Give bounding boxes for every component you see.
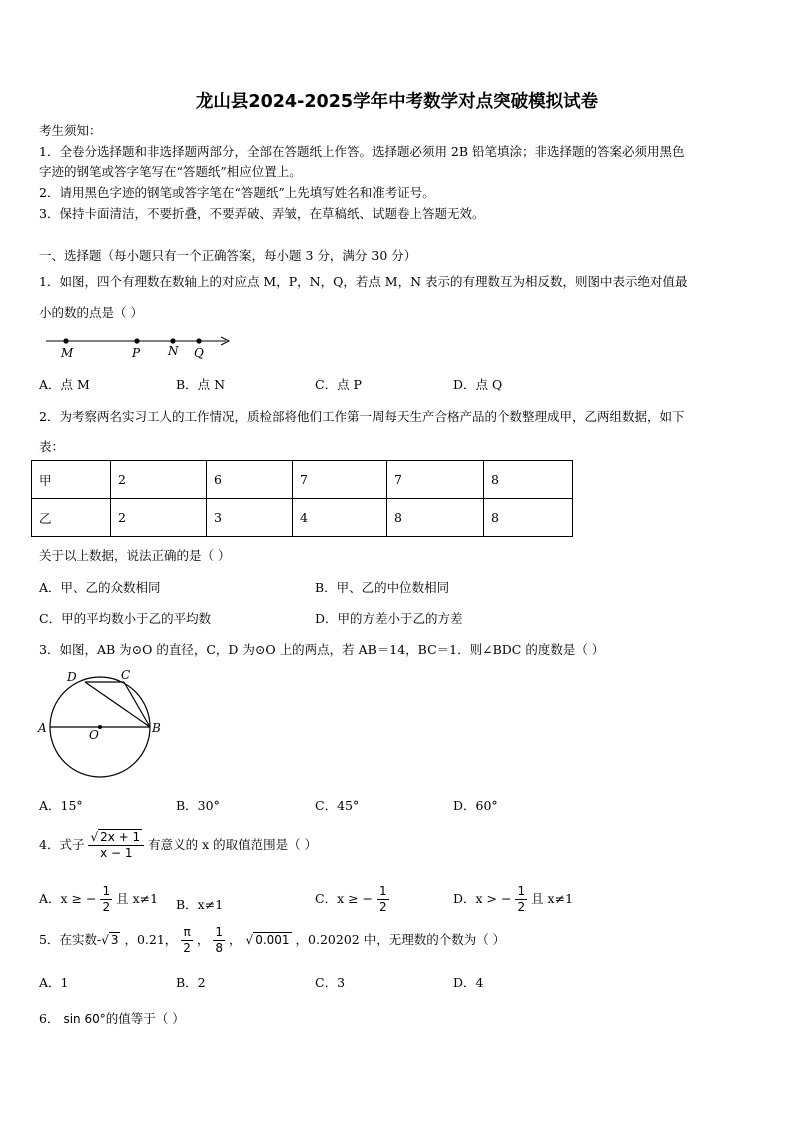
q4-option-a: A．x ≥ − $\frac{1}{2}$ 且 x≠1: [39, 884, 159, 914]
label-a: A: [38, 721, 47, 735]
q3-option-b: B．30°: [176, 798, 220, 813]
q3-option-c: C．45°: [315, 798, 360, 813]
q2-option-b: B．甲、乙的中位数相同: [315, 580, 450, 595]
q5-stem: 5．在实数-√ 3 ，0.21， $\frac{\pi}{2}$ ， $\frac{1}{8}$ ， √ 0.001 ，0.20202 中，无理数的个数为（ ）: [39, 925, 506, 955]
q4-numerator: 2x + 1: [100, 830, 141, 844]
sqrt-value: 0.001: [255, 933, 290, 947]
half-fraction: $\frac{1}{2}$: [379, 884, 387, 914]
notice-item-2: 2．请用黑色字迹的钢笔或答字笔在“答题纸”上先填写姓名和准考证号。: [39, 185, 435, 200]
q3-stem: 3．如图，AB 为⊙O 的直径，C，D 为⊙O 上的两点，若 AB＝14，BC＝1．则∠BDC 的度数是（ ）: [39, 642, 605, 657]
notice-item-1: 1．全卷分选择题和非选择题两部分，全部在答题纸上作答。选择题必须用 2B 铅笔填涂；非选择题的答案必须用黑色: [39, 144, 685, 159]
q4-option-c: C．x ≥ − $\frac{1}{2}$: [315, 884, 387, 914]
q2-stem: 2．为考察两名实习工人的工作情况，质检部将他们工作第一周每天生产合格产品的个数整理成甲，乙两组数据，如下: [39, 409, 685, 424]
q2-question: 关于以上数据，说法正确的是（ ）: [39, 548, 231, 563]
q4-fraction: $\frac{√ 2x + 1}{x - 1}$: [88, 830, 144, 861]
label-p: P: [132, 346, 141, 360]
pi-over-two: $\frac{\pi}{2}$: [183, 925, 191, 955]
table-cell: 2: [111, 499, 207, 537]
label-d: D: [67, 670, 77, 684]
table-cell: 6: [207, 461, 293, 499]
label-q: Q: [194, 346, 204, 360]
q1-option-b: B．点 N: [176, 377, 226, 392]
q4-prefix: 4．式子: [39, 837, 85, 852]
data-table: [31, 460, 573, 537]
circle-figure: [35, 666, 170, 781]
point-n: [170, 338, 175, 343]
sine-expression: sin 60°: [63, 1012, 106, 1026]
table-row: [32, 461, 573, 499]
table-cell: 3: [207, 499, 293, 537]
q2-option-c: C．甲的平均数小于乙的平均数: [39, 611, 212, 626]
q3-option-d: D．60°: [453, 798, 498, 813]
notice-item-3: 3．保持卡面清洁，不要折叠，不要弄破、弄皱，在草稿纸、试题卷上答题无效。: [39, 206, 485, 221]
q4-denominator: x − 1: [100, 846, 133, 860]
q4-suffix: 有意义的 x 的取值范围是（ ）: [148, 837, 318, 852]
point-m: [63, 338, 68, 343]
page-title: 龙山县2024-2025学年中考数学对点突破模拟试卷: [195, 92, 599, 112]
q1-stem-cont: 小的数的点是（ ）: [39, 305, 143, 320]
half-fraction: $\frac{1}{2}$: [517, 884, 526, 914]
section-heading: 一、选择题（每小题只有一个正确答案，每小题 3 分，满分 30 分）: [39, 248, 417, 263]
q5-option-b: B．2: [176, 975, 206, 990]
q2-option-a: A．甲、乙的众数相同: [39, 580, 161, 595]
half-fraction: $\frac{1}{2}$: [102, 884, 111, 914]
q2-stem-cont: 表：: [39, 439, 65, 454]
point-q: [196, 338, 201, 343]
q5-option-a: A．1: [39, 975, 69, 990]
label-m: M: [61, 346, 74, 360]
point-p: [134, 338, 139, 343]
sqrt-three: 3: [110, 933, 119, 947]
table-cell: 8: [484, 499, 573, 537]
q3-option-a: A．15°: [39, 798, 83, 813]
table-cell: 7: [387, 461, 484, 499]
one-eighth: $\frac{1}{8}$: [215, 925, 224, 955]
table-cell: 8: [484, 461, 573, 499]
q4-option-b: B．x≠1: [176, 897, 224, 912]
q6-stem: 6． sin 60°的值等于（ ）: [39, 1011, 185, 1026]
q4-stem: [39, 830, 317, 861]
q5-option-d: D．4: [453, 975, 484, 990]
q2-option-d: D．甲的方差小于乙的方差: [315, 611, 463, 626]
notice-item-1-cont: 字迹的钢笔或答字笔写在“答题纸”相应位置上。: [39, 164, 302, 179]
q5-option-c: C．3: [315, 975, 346, 990]
table-cell: 8: [387, 499, 484, 537]
q1-option-a: A．点 M: [39, 377, 90, 392]
q1-option-d: D．点 Q: [453, 377, 503, 392]
q1-option-c: C．点 P: [315, 377, 362, 392]
table-cell: 乙: [32, 499, 111, 537]
q1-stem: 1．如图，四个有理数在数轴上的对应点 M，P，N，Q，若点 M，N 表示的有理数互为相反数，则图中表示绝对值最: [39, 274, 688, 289]
q4-option-d: D．x > − $\frac{1}{2}$ 且 x≠1: [453, 884, 574, 914]
table-row: [32, 499, 573, 537]
table-cell: 甲: [32, 461, 111, 499]
notice-heading: 考生须知：: [39, 123, 102, 138]
table-cell: 7: [293, 461, 387, 499]
table-cell: 4: [293, 499, 387, 537]
table-cell: 2: [111, 461, 207, 499]
label-b: B: [152, 721, 161, 735]
label-n: N: [168, 344, 179, 358]
label-o: O: [89, 728, 99, 742]
number-line-figure: [40, 330, 235, 362]
label-c: C: [121, 668, 131, 682]
